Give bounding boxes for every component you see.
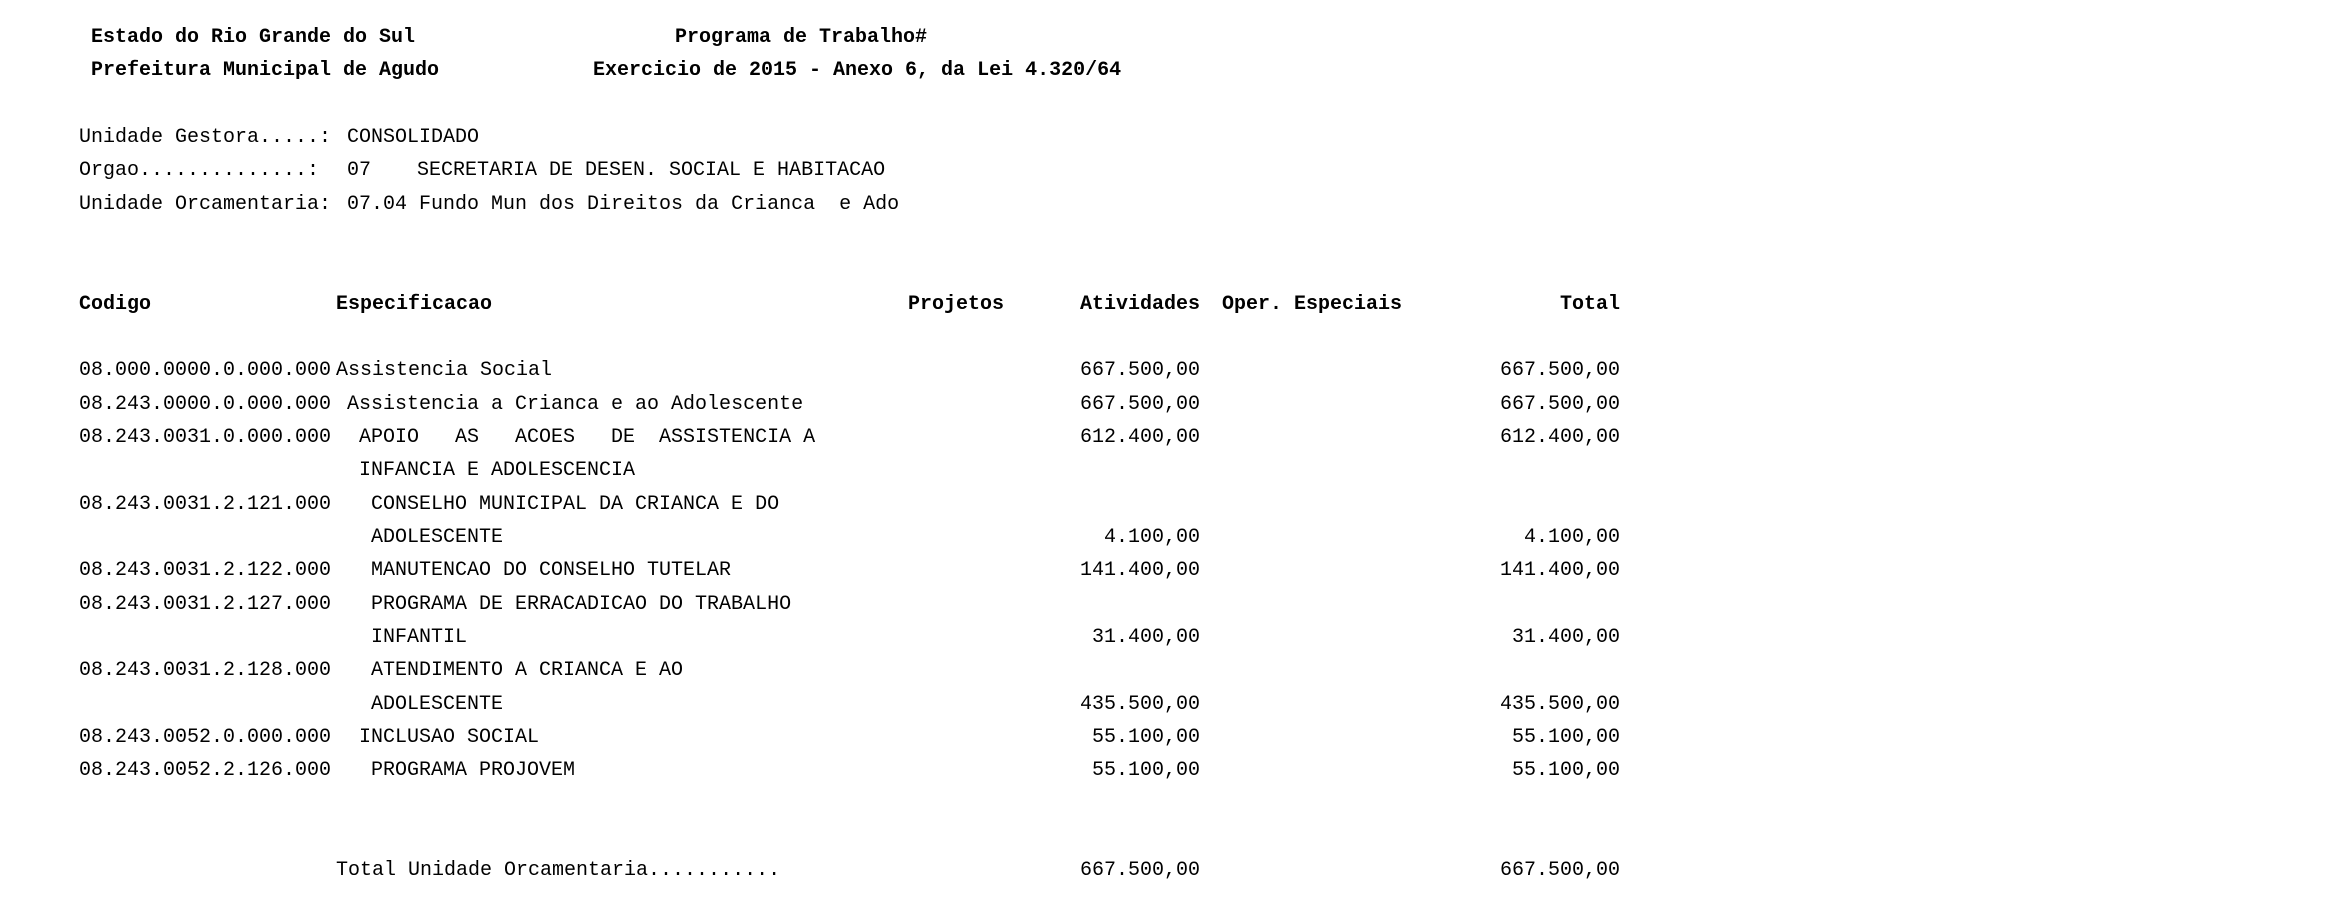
total-atividades: 667.500,00 bbox=[1079, 859, 1200, 882]
header-projetos: Projetos bbox=[908, 293, 1005, 316]
row-especificacao: CONSELHO MUNICIPAL DA CRIANCA E DO bbox=[371, 493, 780, 516]
row-codigo: 08.243.0052.2.126.000 bbox=[79, 759, 332, 782]
row-codigo: 08.243.0000.0.000.000 bbox=[79, 393, 332, 416]
header-especificacao: Especificacao bbox=[336, 293, 493, 316]
orgao-name: SECRETARIA DE DESEN. SOCIAL E HABITACAO bbox=[417, 159, 886, 182]
row-atividades: 55.100,00 bbox=[1091, 726, 1200, 749]
exercise-title: Exercicio de 2015 - Anexo 6, da Lei 4.320/64 bbox=[593, 59, 1122, 82]
unidade-orcamentaria-label: Unidade Orcamentaria: bbox=[79, 193, 332, 216]
orgao-code: 07 bbox=[347, 159, 372, 182]
row-especificacao: INFANCIA E ADOLESCENCIA bbox=[359, 459, 636, 482]
orgao-label: Orgao..............: bbox=[79, 159, 320, 182]
row-codigo: 08.243.0031.2.121.000 bbox=[79, 493, 332, 516]
row-total: 435.500,00 bbox=[1499, 693, 1620, 716]
row-atividades: 141.400,00 bbox=[1079, 559, 1200, 582]
row-total: 55.100,00 bbox=[1511, 759, 1620, 782]
row-total: 4.100,00 bbox=[1523, 526, 1620, 549]
unidade-gestora-label: Unidade Gestora.....: bbox=[79, 126, 332, 149]
row-especificacao: Assistencia Social bbox=[336, 359, 553, 382]
row-especificacao: INCLUSAO SOCIAL bbox=[359, 726, 540, 749]
row-codigo: 08.243.0031.2.127.000 bbox=[79, 593, 332, 616]
row-codigo: 08.243.0031.2.122.000 bbox=[79, 559, 332, 582]
row-codigo: 08.243.0031.0.000.000 bbox=[79, 426, 332, 449]
row-codigo: 08.000.0000.0.000.000 bbox=[79, 359, 332, 382]
header-total: Total bbox=[1559, 293, 1620, 316]
header-oper-especiais: Oper. Especiais bbox=[1222, 293, 1403, 316]
row-total: 55.100,00 bbox=[1511, 726, 1620, 749]
row-especificacao: ATENDIMENTO A CRIANCA E AO bbox=[371, 659, 684, 682]
row-codigo: 08.243.0031.2.128.000 bbox=[79, 659, 332, 682]
row-total: 667.500,00 bbox=[1499, 359, 1620, 382]
row-atividades: 4.100,00 bbox=[1103, 526, 1200, 549]
header-codigo: Codigo bbox=[79, 293, 152, 316]
total-unidade-label: Total Unidade Orcamentaria........... bbox=[336, 859, 781, 882]
program-title: Programa de Trabalho# bbox=[675, 26, 928, 49]
row-codigo: 08.243.0052.0.000.000 bbox=[79, 726, 332, 749]
row-atividades: 667.500,00 bbox=[1079, 393, 1200, 416]
row-atividades: 667.500,00 bbox=[1079, 359, 1200, 382]
municipality-title: Prefeitura Municipal de Agudo bbox=[91, 59, 440, 82]
row-total: 612.400,00 bbox=[1499, 426, 1620, 449]
row-especificacao: ADOLESCENTE bbox=[371, 693, 504, 716]
row-especificacao: PROGRAMA DE ERRACADICAO DO TRABALHO bbox=[371, 593, 792, 616]
unidade-gestora-value: CONSOLIDADO bbox=[347, 126, 480, 149]
row-especificacao: MANUTENCAO DO CONSELHO TUTELAR bbox=[371, 559, 732, 582]
row-total: 31.400,00 bbox=[1511, 626, 1620, 649]
header-atividades: Atividades bbox=[1079, 293, 1200, 316]
row-especificacao: INFANTIL bbox=[371, 626, 468, 649]
row-atividades: 31.400,00 bbox=[1091, 626, 1200, 649]
row-especificacao: Assistencia a Crianca e ao Adolescente bbox=[347, 393, 804, 416]
row-total: 141.400,00 bbox=[1499, 559, 1620, 582]
state-title: Estado do Rio Grande do Sul bbox=[91, 26, 416, 49]
row-especificacao: APOIO AS ACOES DE ASSISTENCIA A bbox=[359, 426, 816, 449]
row-total: 667.500,00 bbox=[1499, 393, 1620, 416]
row-atividades: 55.100,00 bbox=[1091, 759, 1200, 782]
unidade-orcamentaria-value: 07.04 Fundo Mun dos Direitos da Crianca e Ado bbox=[347, 193, 900, 216]
row-especificacao: PROGRAMA PROJOVEM bbox=[371, 759, 576, 782]
row-atividades: 612.400,00 bbox=[1079, 426, 1200, 449]
row-especificacao: ADOLESCENTE bbox=[371, 526, 504, 549]
row-atividades: 435.500,00 bbox=[1079, 693, 1200, 716]
total-total: 667.500,00 bbox=[1499, 859, 1620, 882]
